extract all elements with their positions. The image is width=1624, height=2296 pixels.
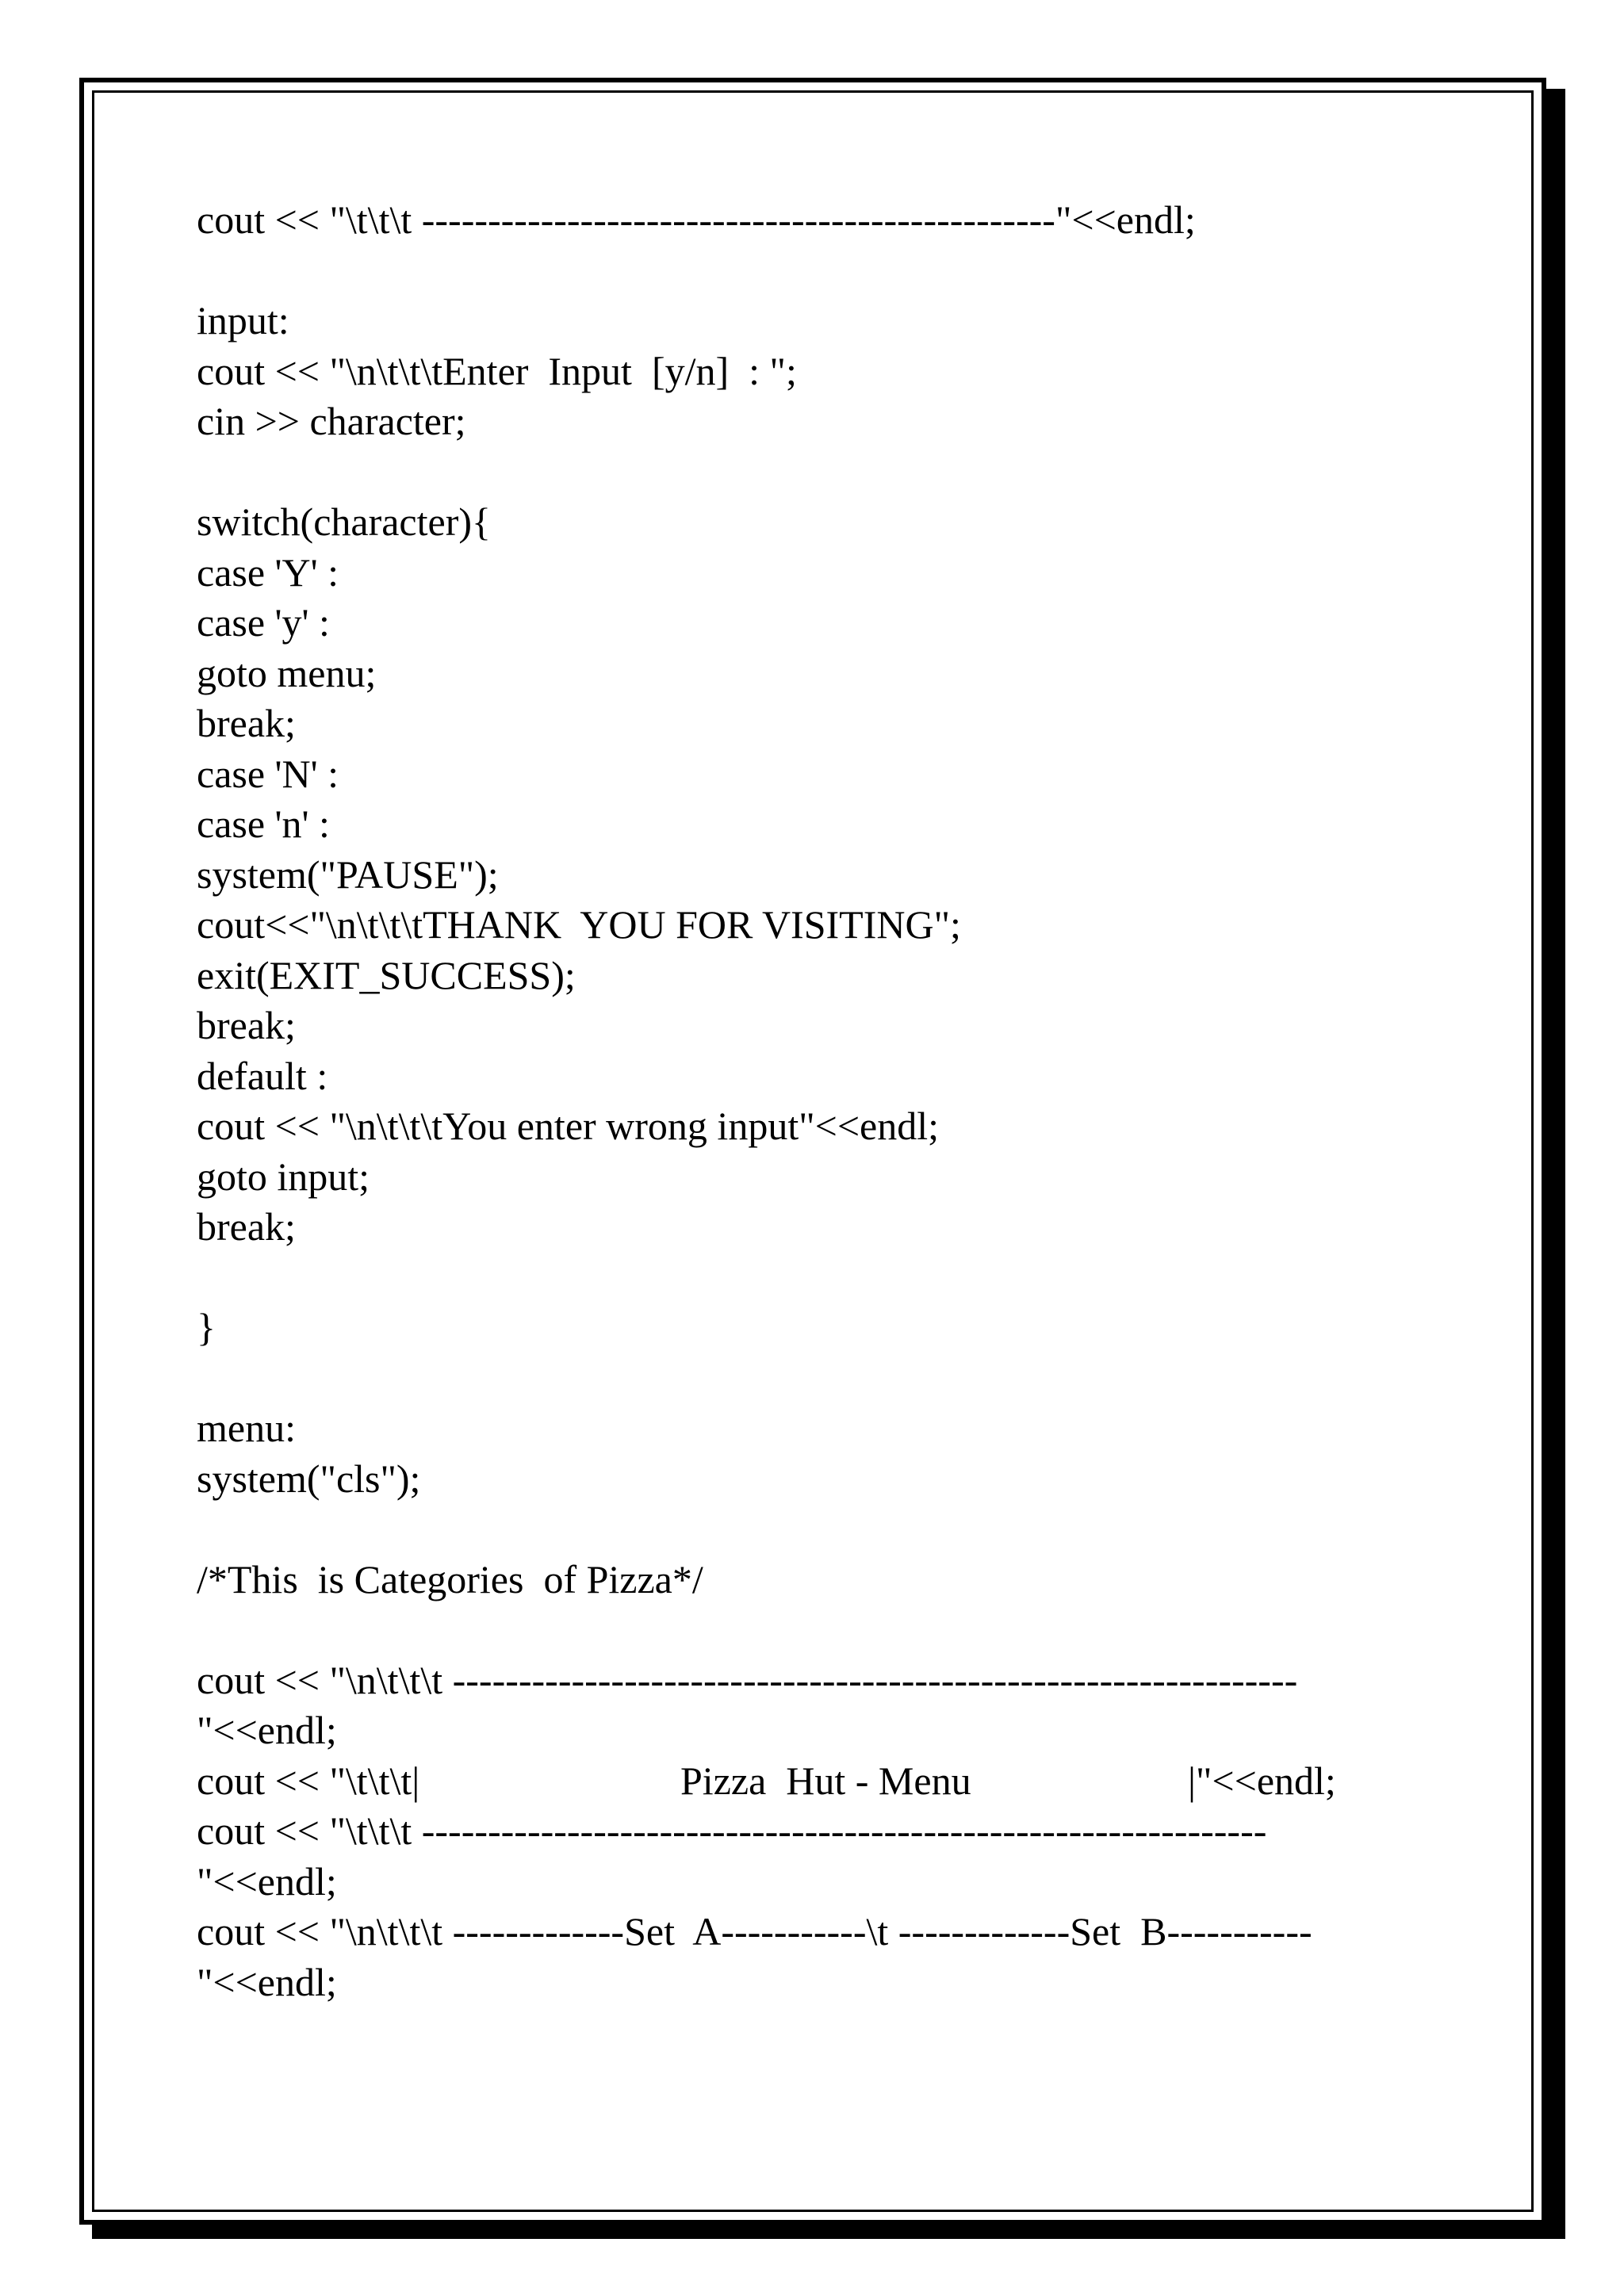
blank-line (197, 1605, 1402, 1655)
menu-title-text: Pizza Hut - Menu (680, 1758, 971, 1803)
code-line: cout << "\n\t\t\tYou enter wrong input"<<endl; (197, 1104, 939, 1148)
code-line: case 'Y' : (197, 549, 339, 595)
blank-line (197, 447, 1402, 498)
code-line: system("PAUSE"); (197, 851, 499, 897)
blank-line (197, 1253, 1402, 1303)
code-line: cout << "\n\t\t\tEnter Input [y/n] : "; (197, 348, 797, 393)
code-line: break; (197, 1204, 296, 1249)
code-line: switch(character){ (197, 499, 491, 544)
menu-title-prefix: cout << "\t\t\t| (197, 1758, 420, 1803)
code-line: goto menu; (197, 650, 377, 695)
code-line: "<<endl; (197, 1858, 337, 1904)
code-line: cin >> character; (197, 399, 466, 443)
blank-line (197, 1353, 1402, 1404)
code-line: goto input; (197, 1154, 370, 1199)
code-line: "<<endl; (197, 1959, 337, 2004)
code-line: cout << "\t\t\t ---------------------------------------------------------------- (197, 1808, 1267, 1853)
code-line: cout << "\t\t\t ------------------------------------------------"<<endl; (197, 197, 1196, 242)
code-line: break; (197, 701, 296, 745)
blank-line (197, 1504, 1402, 1555)
code-line: cout << "\n\t\t\t -------------Set A-----------\t -------------Set B----------- (197, 1909, 1312, 1954)
code-line: "<<endl; (197, 1708, 337, 1752)
code-line: } (197, 1305, 216, 1349)
code-comment-line: /*This is Categories of Pizza*/ (197, 1556, 703, 1601)
menu-title-suffix: |"<<endl; (1188, 1758, 1336, 1803)
code-line: case 'y' : (197, 600, 330, 645)
blank-line (197, 246, 1402, 297)
code-line: case 'n' : (197, 802, 330, 846)
code-line: break; (197, 1003, 296, 1047)
code-line: cout << "\n\t\t\t ---------------------------------------------------------------- (197, 1657, 1298, 1702)
code-line: default : (197, 1053, 328, 1098)
code-line: case 'N' : (197, 751, 339, 796)
code-line: input: (197, 298, 289, 342)
code-line: exit(EXIT_SUCCESS); (197, 952, 576, 997)
menu-title-code-line (197, 1756, 1402, 1807)
code-listing (197, 195, 1402, 2007)
code-line: system("cls"); (197, 1456, 421, 1501)
code-line: menu: (197, 1406, 296, 1450)
code-line: cout<<"\n\t\t\tTHANK YOU FOR VISITING"; (197, 902, 961, 947)
